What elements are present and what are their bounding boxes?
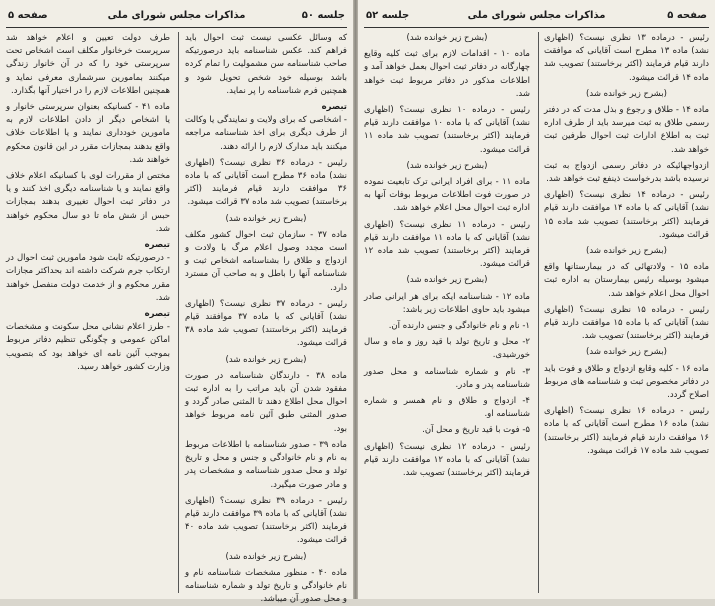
right-page-left-column [364,32,530,595]
read-note: (بشرح زیر خوانده شد) [586,347,667,358]
read-note: (بشرح زیر خوانده شد) [225,551,307,562]
paragraph: مختص از مقررات لوی با کسانیکه اعلام خلاف واقع نمایند و یا شناسنامه دیگری اخذ کنند و یا در دفاتر ثبت احوال تغییری بدهند بمجازات حبس از شش ماه تا دو سال محکوم خواهند شد. [6,171,170,234]
read-note: (بشرح زیر خوانده شد) [406,275,488,286]
left-page-number: صفحه ۵ [8,10,48,21]
left-page-right-column [184,32,347,605]
paragraph: ۳- نام و شماره شناسنامه و محل صدور شناسنامه پدر و مادر. [364,366,530,390]
paragraph: رئیس - درماده ۳۶ نظری نیست؟ (اظهاری نشد) ماده ۳۶ مطرح است آقایانی که با ماده ۳۶ موافقت دارند قیام فرمایند (اکثر برخاستند) تصویب شد ماده ۳۷ قرائت میشود. [185,157,347,208]
paragraph: - درصورتیکه ثابت شود مامورین ثبت احوال در ارتکاب جرم شرکت داشته اند بحداکثر مجازات مقرر محکوم و از خدمت دولت منفصل خواهند شد. [6,253,170,303]
right-page-header [364,6,709,28]
read-note: (بشرح زیر خوانده شد) [225,213,307,224]
paragraph: ازدواجهائیکه در دفاتر رسمی ازدواج به ثبت نرسیده باشد بدرخواست ذینفع ثبت خواهد شد. [544,160,709,185]
paragraph: رئیس - درماده ۱۳ نظری نیست؟ (اظهاری نشد) ماده ۱۳ مطرح است آقایانی که موافقت دارند قیام فرمایند (اکثر برخاستند) تصویب شد ماده ۱۴ قرائت میشود. [544,33,709,83]
header-rule [364,27,709,28]
column-divider [538,32,539,593]
left-page-title: مذاکرات مجلس شورای ملی [107,10,246,21]
paragraph: رئیس - درماده ۱۴ نظری نیست؟ (اظهاری نشد) آقایانی که با ماده ۱۴ موافقت دارند قیام فرمایند (اکثر برخاستند) تصویب شد ماده ۱۵ قرائت میشود. [544,190,709,240]
paragraph: - اشخاصی که برای ولایت و نمایندگی یا وکالت از طرف دیگری برای اخذ شناسنامه مراجعه میکنند باید مدارک لازم را ارائه دهند. [184,115,347,152]
paragraph: رئیس - درماده ۱۲ نظری نیست؟ (اظهاری نشد) آقایانی که با ماده ۱۲ موافقت دارند قیام فرمایند (اکثر برخاستند) تصویب شد. [364,441,530,479]
paragraph: ماده ۱۴ - طلاق و رجوع و بذل مدت که در دفتر رسمی طلاق به ثبت میرسد باید از طرف اداره ثبت به اطلاع ادارات ثبت احوال طرفین ثبت خواهد شد. [544,105,709,155]
column-divider [178,32,179,593]
paragraph: - طرز اعلام نشانی محل سکونت و مشخصات اماکن عمومی و چگونگی تنظیم دفاتر مربوط بموجب آئین نامه ای خواهد بود که بتصویب وزارت کشور خواهد رسید. [6,322,170,372]
paragraph: ماده ۴۱ - کسانیکه بعنوان سرپرستی خانوار و یا اشخاص دیگر از دادن اطلاعات لازم به مامورین خودداری نمایند و یا اطلاعات خلاف واقع بدهند بمجازات مقرر در این قانون محکوم خواهند شد. [6,102,170,165]
paragraph: ۴- ازدواج و طلاق و نام همسر و شماره شناسنامه او. [364,396,530,420]
paragraph: ۲- محل و تاریخ تولد با قید روز و ماه و سال خورشیدی. [364,337,530,361]
paragraph: ماده ۳۷ - سازمان ثبت احوال کشور مکلف است مجدد وصول اعلام مرگ با ولادت و ازدواج و طلاق را بشناسنامه اشخاص ثبت و شناسنامه آنها را باطل و به صاحب آن مسترد دارد. [185,229,347,293]
paragraph: ۱- نام و نام خانوادگی و جنس دارنده آن. [388,321,530,332]
read-note: (بشرح زیر خوانده شد) [406,160,488,171]
right-page [358,0,715,599]
note-label: تبصره [144,240,170,251]
paragraph: ماده ۱۰ - اقدامات لازم برای ثبت کلیه وقایع چهارگانه در دفاتر ثبت احوال بعمل خواهد آمد و اطلاعات مذکور در دفاتر مربوط ثبت خواهد شد. [364,49,530,99]
paragraph: رئیس - درماده ۳۹ نظری نیست؟ (اظهاری نشد) آقایانی که با ماده ۳۹ موافقت دارند قیام فرمایند (اکثر برخاستند) تصویب شد ماده ۴۰ قرائت میشود. [185,495,347,546]
left-page-header [6,6,347,28]
read-note: (بشرح زیر خوانده شد) [586,88,667,99]
left-page-left-column [6,32,170,595]
note-label: تبصره [321,102,347,113]
right-page-right-column [544,32,709,595]
left-page [0,0,353,605]
paragraph: رئیس - درماده ۱۰ نظری نیست؟ (اظهاری نشد) آقایانی که با ماده ۱۰ موافقت دارند قیام فرمایند (اکثر برخاستند) تصویب شد ماده ۱۱ قرائت میشود. [364,105,530,155]
note-label: تبصره [144,309,170,320]
read-note: (بشرح زیر خوانده شد) [406,33,488,43]
paragraph: ماده ۱۱ - برای افراد ایرانی ترک تابعیت نموده در صورت فوت اطلاعات مربوط بوفات آنها به اداره ثبت احوال محل اعلام خواهد شد. [364,177,530,214]
right-page-number: صفحه ۵ [667,10,707,21]
paragraph: رئیس - درماده ۱۵ نظری نیست؟ (اظهاری نشد) آقایانی که با ماده ۱۵ موافقت دارند قیام فرمایند (اکثر برخاستند) تصویب شد. [544,304,709,342]
paragraph: ماده ۳۹ - صدور شناسنامه با اطلاعات مربوط به نام و نام خانوادگی و جنس و محل و تاریخ تولد و محل صدور شناسنامه و مشخصات پدر و مادر صورت میگیرد. [185,439,347,490]
paragraph: ماده ۱۲ - شناسنامه ایکه برای هر ایرانی صادر میشود باید حاوی اطلاعات زیر باشد: [364,291,530,315]
paragraph: طرف دولت تعیین و اعلام خواهد شد سرپرست خرخانوار مکلف است اشخاص تحت سرپرستی خود را که در آن خانوار زندگی میکنند بمامورین سرشماری معرفی نماید و همچنین اطلاعات لازم را در اختیار آنها بگذارد. [6,33,170,96]
right-page-session-label: جلسه ۵۲ [366,10,410,21]
paragraph: رئیس - درماده ۱۱ نظری نیست؟ (اظهاری نشد) آقایانی که با ماده ۱۱ موافقت دارند قیام فرمایند (اکثر برخاستند) تصویب شد ماده ۱۲ قرائت میشود. [364,219,530,270]
paragraph: رئیس - درماده ۳۷ نظری نیست؟ (اظهاری نشد) آقایانی که با ماده ۳۷ موافقند قیام فرمایند (اکثر برخاستند) تصویب شد ماده ۳۸ قرائت میشود. [185,298,347,349]
paragraph: ماده ۳۸ - دارندگان شناسنامه در صورت مفقود شدن آن باید مراتب را به اداره ثبت احوال محل اطلاع دهند تا المثنی صادر گردد و صدور المثنی طبق آئین نامه مربوط خواهد بود. [185,370,347,434]
right-page-title: مذاکرات مجلس شورای ملی [467,10,606,21]
paragraph: ۵- فوت با قید تاریخ و محل آن. [422,425,530,436]
paragraph: که وسائل عکسی نیست ثبت احوال باید فراهم کند. عکس شناسنامه باید درصورتیکه صاحب شناسنامه سن مشمولیت را تمام کرده باشد بوسیله خود شخص تحویل شود و همچنین فرم شناسنامه را پر نماید. [185,33,347,96]
paragraph: ماده ۱۵ - ولادتهائی که در بیمارستانها واقع میشود بوسیله رئیس بیمارستان به اداره ثبت احوال محل اعلام خواهد شد. [544,262,709,299]
read-note: (بشرح زیر خوانده شد) [586,246,667,257]
paragraph: ماده ۱۶ - کلیه وقایع ازدواج و طلاق و فوت باید در دفاتر مخصوص ثبت و شناسنامه های مربوط اصلاح گردد. [543,363,709,401]
paragraph: رئیس - درماده ۱۶ نظری نیست؟ (اظهاری نشد) ماده ۱۶ مطرح است آقایانی که با ماده ۱۶ موافقت دارند قیام فرمایند (اکثر برخاستند) تصویب شد ماده ۱۷ قرائت میشود. [544,406,709,456]
read-note: (بشرح زیر خوانده شد) [225,354,307,365]
header-rule [6,27,347,28]
paragraph: ماده ۴۰ - منظور مشخصات شناسنامه نام و نام خانوادگی و تاریخ تولد و شماره شناسنامه و محل صدور آن میباشد. [185,567,347,605]
left-page-session-label: جلسه ۵۰ [301,10,345,21]
